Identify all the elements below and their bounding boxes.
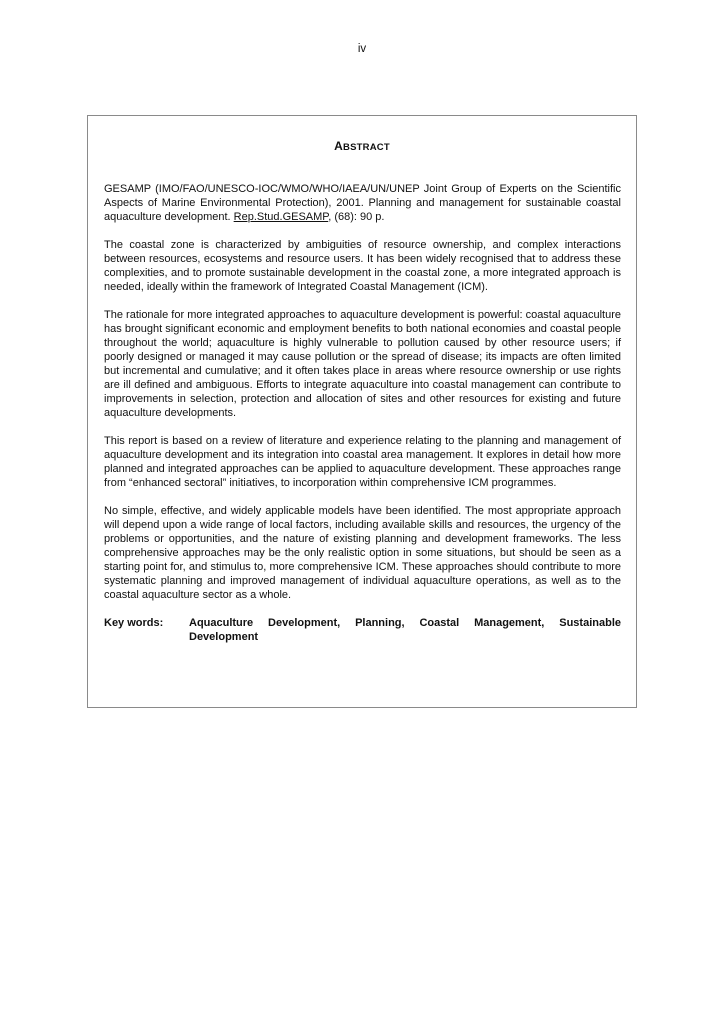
citation-series: Rep.Stud.GESAMP — [233, 211, 329, 224]
abstract-paragraph-3: This report is based on a review of literature and experience relating to the planning and management of aquaculture development and its integration into coastal area management. It explores in detail how more planned and integrated approaches can be applied to aquaculture development. These approaches range from “enhanced sectoral” initiatives, to incorporation within comprehensive ICM programmes. — [104, 435, 621, 490]
page-number: iv — [357, 43, 367, 55]
citation-pages: , (68): 90 p. — [328, 211, 385, 224]
keywords-value: Aquaculture Development, Planning, Coastal Management, Sustainable Development — [189, 617, 621, 644]
abstract-paragraph-2: The rationale for more integrated approaches to aquaculture development is powerful: coastal aquaculture has brought significant economic and employment benefits to both national economies and coastal people throughout the world; aquaculture is highly vulnerable to pollution caused by other resource users; if poorly designed or managed it may cause pollution or the spread of disease; its impacts are often limited but incremental and cumulative; and it often takes place in areas where resource ownership or use rights are ill defined and ambiguous. Efforts to integrate aquaculture into coastal management can contribute to improvements in selection, protection and allocation of sites and other resources for existing and future aquaculture developments. — [104, 308, 621, 420]
abstract-title-rest: BSTRACT — [343, 142, 390, 153]
abstract-paragraph-4: No simple, effective, and widely applicable models have been identified. The most appropriate approach will depend upon a wide range of local factors, including available skills and resources, the urgency of the problems or opportunities, and the nature of existing planning and development frameworks. The less comprehensive approaches may be the only realistic option in some situations, but should be seen as a starting point for, and stimulus to, more comprehensive ICM. These approaches should contribute to more systematic planning and improved management of individual aquaculture operations, as well as to the coastal aquaculture sector as a whole. — [104, 505, 621, 602]
keywords — [104, 616, 621, 644]
abstract-content — [104, 182, 621, 644]
abstract-paragraph-1: The coastal zone is characterized by ambiguities of resource ownership, and complex interactions between resources, ecosystems and resource users. It has been widely recognised that to address these complexities, and to promote sustainable development in the coastal zone, a more integrated approach is needed, ideally within the framework of Integrated Coastal Management (ICM). — [104, 238, 621, 294]
citation-text: GESAMP (IMO/FAO/UNESCO-IOC/WMO/WHO/IAEA/UN/UNEP Joint Group of Experts on the Scientific Aspects of Marine Environmental Protection), 2001. Planning and management for sustainable coastal aquaculture development. — [104, 183, 621, 224]
keywords-label: Key words: — [104, 617, 164, 630]
abstract-title-initial: A — [334, 139, 344, 153]
abstract-title — [0, 139, 724, 153]
citation-paragraph — [104, 182, 621, 224]
